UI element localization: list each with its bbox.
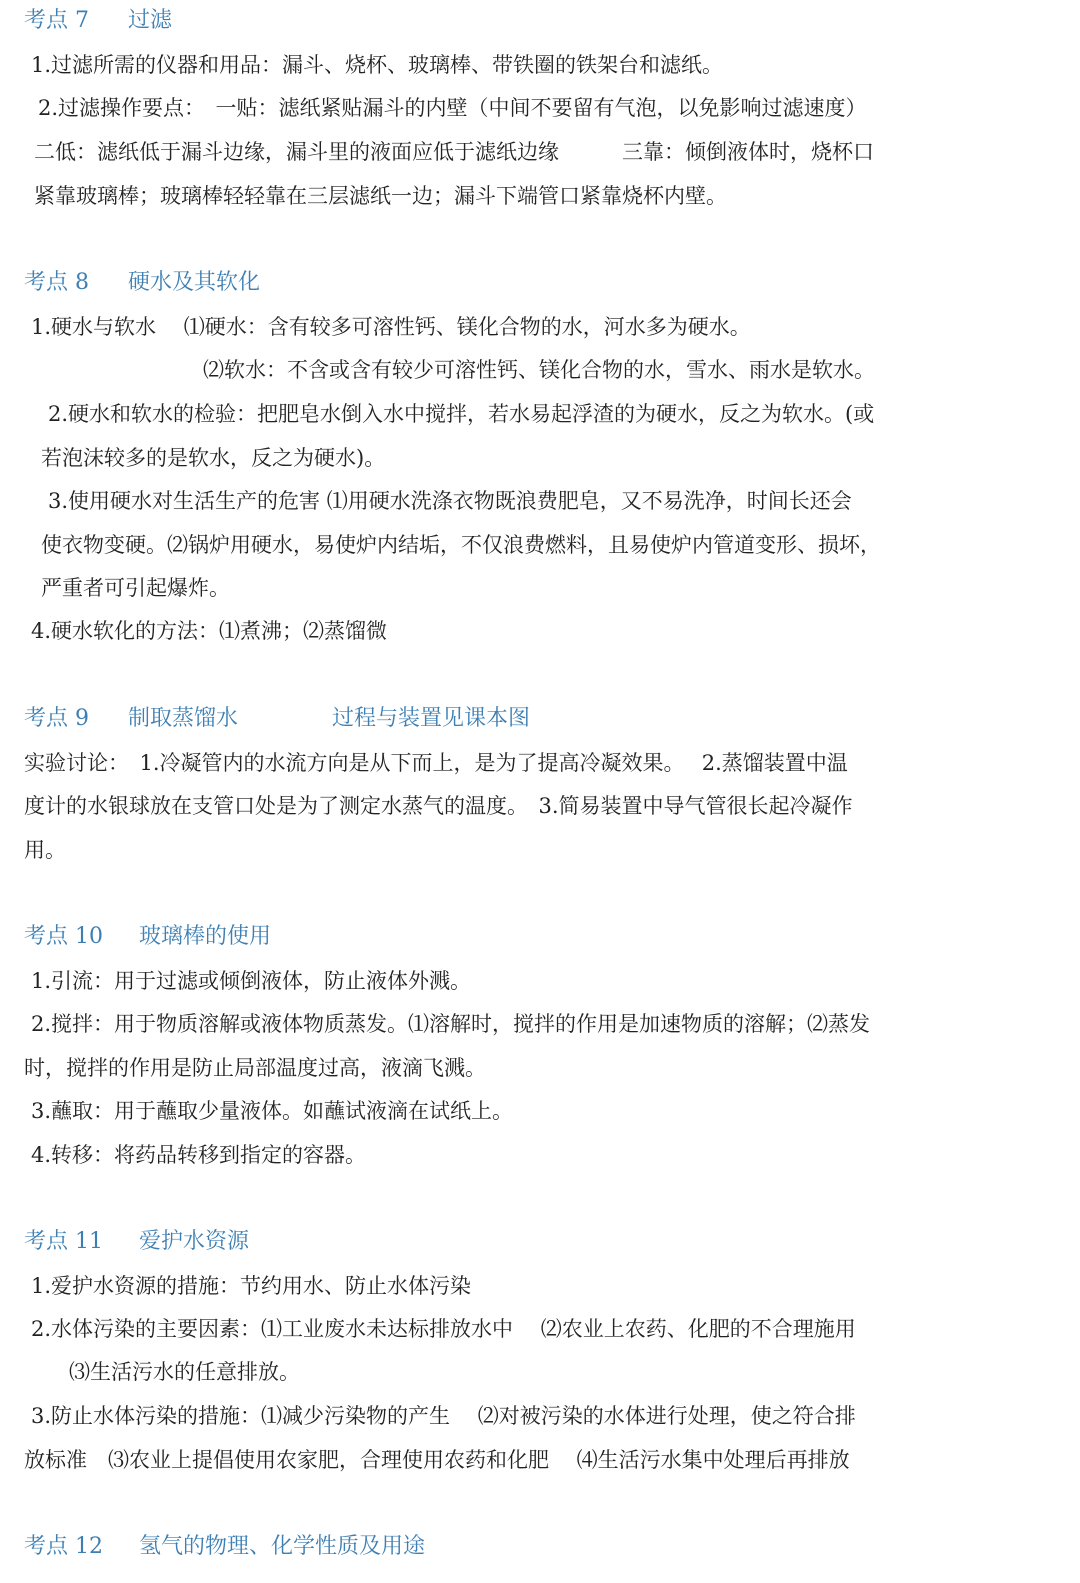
section-10-line-1: 1.引流：用于过滤或倾倒液体，防止液体外溅。: [31, 969, 472, 993]
section-8-line-4: 若泡沫较多的是软水，反之为硬水)。: [41, 446, 386, 470]
section-10-line-5: 4.转移：将药品转移到指定的容器。: [31, 1143, 367, 1167]
section-9-line-3: 用。: [24, 838, 66, 862]
section-title: 过滤: [128, 8, 173, 33]
section-title: 爱护水资源: [139, 1229, 250, 1254]
section-11-line-3: ⑶生活污水的任意排放。: [69, 1360, 300, 1384]
section-title: 玻璃棒的使用: [139, 924, 272, 949]
section-7-line-2: 2.过滤操作要点： 一贴：滤纸紧贴漏斗的内壁（中间不要留有气泡，以免影响过滤速度）: [38, 96, 867, 120]
section-8-line-3: 2.硬水和软水的检验：把肥皂水倒入水中搅拌，若水易起浮渣的为硬水，反之为软水。(或: [48, 402, 875, 426]
section-8-line-5: 3.使用硬水对生活生产的危害 ⑴用硬水洗涤衣物既浪费肥皂，又不易洗净，时间长还会: [48, 489, 852, 513]
section-10-heading: [24, 922, 271, 952]
section-label: 考点 10: [24, 924, 103, 949]
section-10-line-2: 2.搅拌：用于物质溶解或液体物质蒸发。⑴溶解时，搅拌的作用是加速物质的溶解；⑵蒸发: [31, 1012, 871, 1036]
section-11-line-1: 1.爱护水资源的措施：节约用水、防止水体污染: [31, 1274, 472, 1298]
section-label: 考点 12: [24, 1534, 103, 1559]
section-9-line-2: 度计的水银球放在支管口处是为了测定水蒸气的温度。 3.简易装置中导气管很长起冷凝作: [24, 794, 853, 818]
section-8-line-8: 4.硬水软化的方法：⑴煮沸；⑵蒸馏微: [31, 619, 388, 643]
section-8-line-1: 1.硬水与软水 ⑴硬水：含有较多可溶性钙、镁化合物的水，河水多为硬水。: [31, 315, 751, 339]
section-8-heading: [24, 268, 260, 298]
section-label: 考点 11: [24, 1229, 103, 1254]
section-title: 硬水及其软化: [128, 270, 261, 295]
section-label: 考点 8: [24, 270, 89, 295]
section-subtitle: 过程与装置见课本图: [332, 706, 531, 731]
section-10-line-4: 3.蘸取：用于蘸取少量液体。如蘸试液滴在试纸上。: [31, 1099, 514, 1123]
section-7-line-3: 二低：滤纸低于漏斗边缘，漏斗里的液面应低于滤纸边缘 三靠：倾倒液体时，烧杯口: [34, 140, 874, 164]
section-7-line-1: 1.过滤所需的仪器和用品：漏斗、烧杯、玻璃棒、带铁圈的铁架台和滤纸。: [31, 53, 724, 77]
section-11-heading: [24, 1227, 249, 1257]
section-7-line-4: 紧靠玻璃棒；玻璃棒轻轻靠在三层滤纸一边；漏斗下端管口紧靠烧杯内壁。: [34, 184, 727, 208]
section-title: 氢气的物理、化学性质及用途: [139, 1534, 426, 1559]
section-9-line-1: 实验讨论： 1.冷凝管内的水流方向是从下而上，是为了提高冷凝效果。 2.蒸馏装置中温: [24, 751, 848, 775]
section-10-line-3: 时，搅拌的作用是防止局部温度过高，液滴飞溅。: [24, 1056, 486, 1080]
section-8-line-7: 严重者可引起爆炸。: [41, 576, 230, 600]
section-11-line-5: 放标准 ⑶农业上提倡使用农家肥，合理使用农药和化肥 ⑷生活污水集中处理后再排放: [24, 1448, 850, 1472]
section-label: 考点 9: [24, 706, 89, 731]
section-8-line-6: 使衣物变硬。⑵锅炉用硬水，易使炉内结垢，不仅浪费燃料，且易使炉内管道变形、损坏，: [41, 533, 881, 557]
section-7-heading: [24, 6, 172, 36]
section-11-line-2: 2.水体污染的主要因素：⑴工业废水未达标排放水中 ⑵农业上农药、化肥的不合理施用: [31, 1317, 856, 1341]
section-title: 制取蒸馏水: [128, 706, 239, 731]
section-12-heading: [24, 1532, 425, 1562]
section-9-heading: [24, 704, 530, 734]
section-8-line-2: ⑵软水：不含或含有较少可溶性钙、镁化合物的水，雪水、雨水是软水。: [203, 358, 875, 382]
section-label: 考点 7: [24, 8, 89, 33]
section-11-line-4: 3.防止水体污染的措施：⑴减少污染物的产生 ⑵对被污染的水体进行处理，使之符合排: [31, 1404, 856, 1428]
